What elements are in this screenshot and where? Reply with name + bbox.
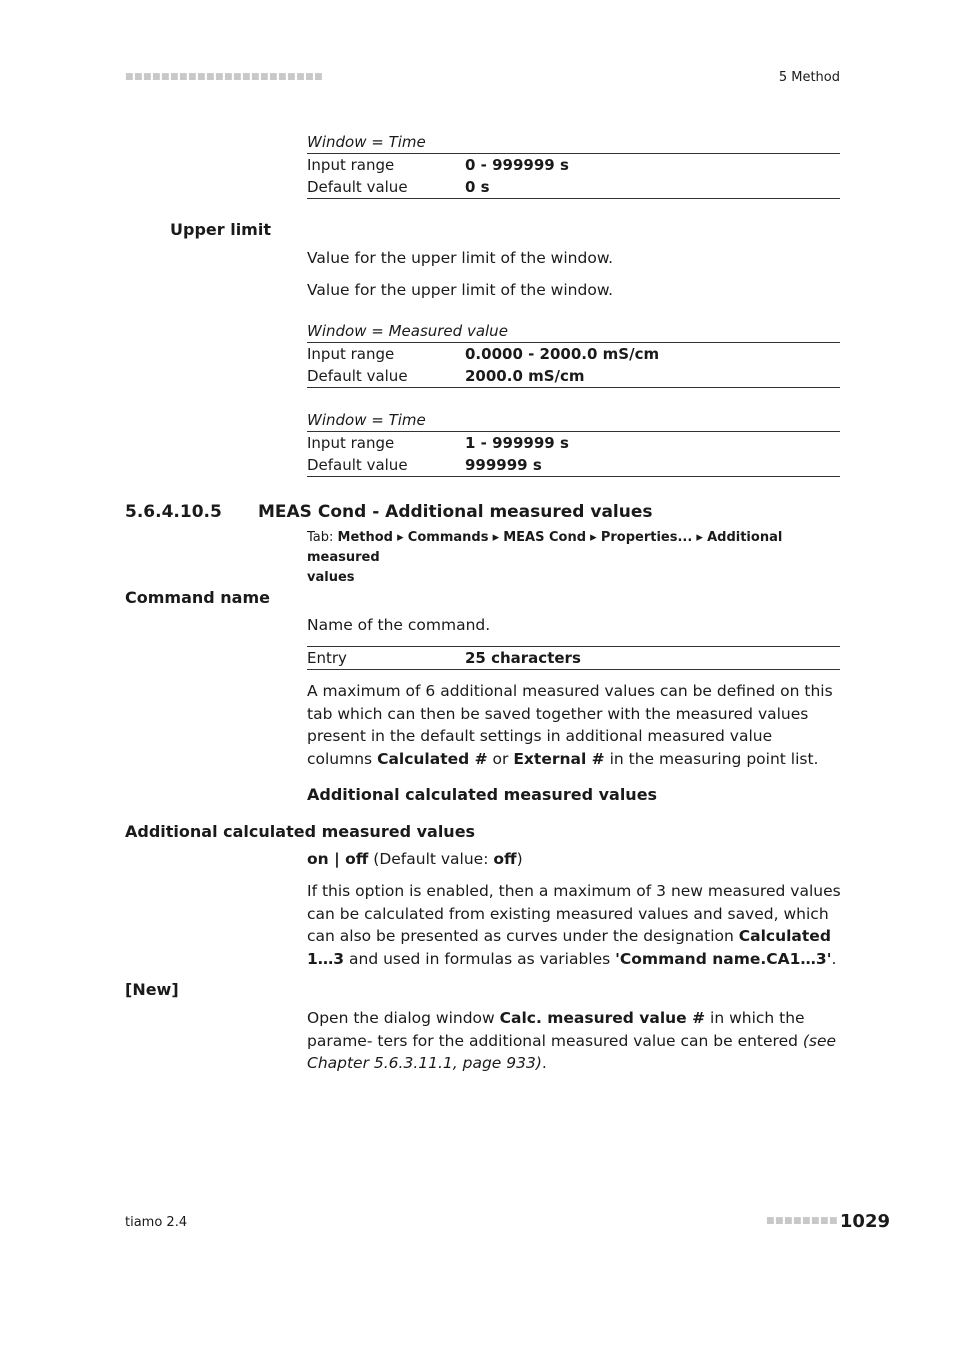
table-row [307,176,840,199]
table-row [307,432,840,454]
table-row [307,343,840,365]
text: and used in formulas as variables [344,949,616,968]
acmv-heading: Additional calculated measured values [125,822,476,841]
row-value: 0 s [465,178,490,196]
on-off-options: on | off [307,850,369,868]
row-key: Input range [307,156,395,174]
table-row [307,154,840,176]
text: . [831,949,837,968]
bold-text: External # [513,749,605,768]
text: in which the parame- ters for the additional measured value can be entered [307,1009,805,1050]
upper-limit-heading: Upper limit [170,220,271,239]
table-caption: Window = Time [307,409,840,432]
row-key: Default value [307,178,408,196]
bold-text: Calculated 1…3 [307,927,831,968]
section-title: MEAS Cond - Additional measured values [258,502,653,522]
text: or [487,749,514,768]
intro-paragraph [307,680,842,770]
path-item: Properties... [600,530,693,545]
table-row [307,365,840,388]
command-name-heading: Command name [125,588,270,607]
upper-limit-text-2: Value for the upper limit of the window. [307,281,613,299]
path-separator: ▸ [488,530,504,545]
cross-reference-link[interactable]: (see Chapter 5.6.3.11.1, page 933) [307,1031,837,1072]
path-item-tail: values [307,570,355,585]
row-key: Entry [307,649,347,667]
table-row [307,454,840,477]
text: in the measuring point list. [604,749,819,768]
row-value: 1 - 999999 s [465,434,569,452]
upper-limit-text-1: Value for the upper limit of the window. [307,249,613,267]
text: A maximum of 6 additional measured values can be defined on this tab which can then be saved together with the measured values present in the default settings in additional measured value columns [307,682,833,768]
path-item: MEAS Cond [503,530,587,545]
window-time-table-1 [307,131,840,199]
row-value: 999999 s [465,456,542,474]
row-key: Default value [307,456,408,474]
path-item: Additional measured [307,530,783,565]
row-value: 0.0000 - 2000.0 mS/cm [465,345,660,363]
default-value: off [493,850,517,868]
window-time-table-2 [307,409,840,477]
row-value: 0 - 999999 s [465,156,569,174]
tab-prefix: Tab: [307,530,338,545]
acmv-default [307,848,842,871]
running-header-chapter: 5 Method [778,70,840,85]
path-item: Method [337,530,393,545]
footer-product: tiamo 2.4 [125,1215,188,1230]
text: ) [516,850,523,868]
row-value: 2000.0 mS/cm [465,367,585,385]
new-heading: [New] [125,980,179,999]
path-item: Commands [407,530,489,545]
path-separator: ▸ [692,530,708,545]
row-key: Default value [307,367,408,385]
row-key: Input range [307,434,395,452]
command-name-text: Name of the command. [307,616,491,634]
bold-text: Calculated # [377,749,488,768]
measured-value-table [307,320,840,388]
row-key: Input range [307,345,395,363]
path-separator: ▸ [393,530,408,545]
table-caption: Window = Time [307,131,840,154]
acmv-paragraph [307,880,842,970]
table-caption: Window = Measured value [307,320,840,343]
section-number: 5.6.4.10.5 [125,502,222,522]
table-row [307,647,840,670]
new-paragraph [307,1007,842,1075]
sub-heading: Additional calculated measured values [307,785,658,804]
text: If this option is enabled, then a maximum of 3 new measured values can be calculated from existing measured values and saved, which can also be presented as curves under the designation [307,882,841,945]
text: (Default value: [368,850,494,868]
text: . [541,1054,547,1072]
row-value: 25 characters [465,649,581,667]
page-number: 1029 [839,1211,890,1232]
path-separator: ▸ [586,530,601,545]
bold-text: Calc. measured value # [499,1009,706,1027]
footer-decoration: ■■■■■■■■ [765,1216,838,1226]
text: Open the dialog window [307,1009,500,1027]
entry-table [307,646,840,670]
tab-path [307,528,842,588]
bold-text: 'Command name.CA1…3' [615,949,832,968]
header-decoration: ■■■■■■■■■■■■■■■■■■■■■■ [125,72,324,82]
